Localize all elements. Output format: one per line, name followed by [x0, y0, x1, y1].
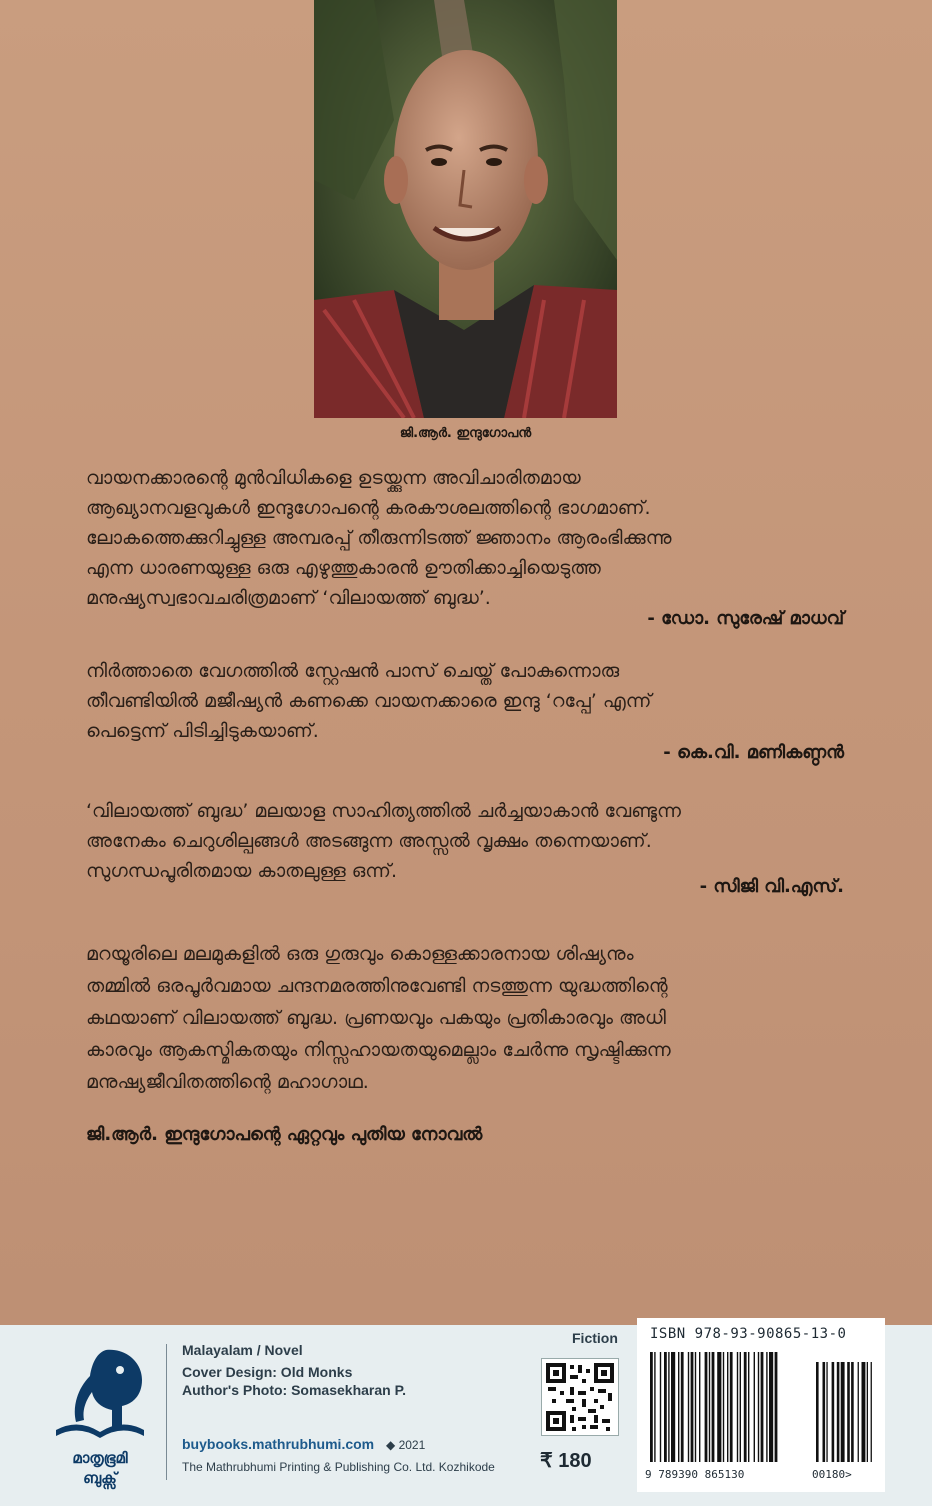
panel-divider: [166, 1344, 167, 1480]
barcode-addon-bar: [816, 1362, 819, 1462]
synopsis-line: മറയൂരിലെ മലമുകളിൽ ഒരു ഗുരുവും കൊള്ളക്കാരനായ ശിഷ്യനും: [86, 943, 634, 965]
barcode-bar: [775, 1352, 778, 1462]
price-label: ₹ 180: [540, 1450, 592, 1472]
barcode-bar: [668, 1352, 669, 1462]
barcode-bar: [699, 1352, 700, 1462]
barcode-bar: [709, 1352, 710, 1462]
tagline: ജി.ആർ. ഇന്ദുഗോപന്റെ ഏറ്റവും പുതിയ നോവൽ: [86, 1124, 483, 1145]
barcode-addon-bar: [847, 1362, 850, 1462]
quote-line: പെട്ടെന്ന് പിടിച്ചിടുകയാണ്.: [86, 720, 319, 742]
barcode-bar: [723, 1352, 724, 1462]
barcode-addon-bar: [837, 1362, 840, 1462]
quote-line: സുഗന്ധപൂരിതമായ കാതലുള്ള ഒന്ന്.: [86, 860, 398, 882]
quote-line: ലോകത്തെക്കുറിച്ചുള്ള അമ്പരപ്പ് തീരുന്നിടത്ത് ജ്ഞാനം ആരംഭിക്കുന്നു: [86, 527, 672, 549]
publisher-logo-text: [46, 1448, 154, 1488]
elephant-book-icon: [46, 1344, 154, 1448]
book-category: Malayalam / Novel: [182, 1342, 303, 1358]
review-attribution-1: - ഡോ. സുരേഷ് മാധവ്: [647, 608, 844, 629]
barcode-bar: [769, 1352, 773, 1462]
quote-line: വായനക്കാരന്റെ മുൻവിധികളെ ഉടയ്ക്കുന്ന അവിചാരിതമായ: [86, 467, 581, 489]
barcode-addon-bar: [867, 1362, 868, 1462]
barcode-addon-bar: [871, 1362, 872, 1462]
quote-line: എന്ന ധാരണയുള്ള ഒരു എഴുത്തുകാരൻ ഊതിക്കാച്ചിയെടുത്ത: [86, 557, 601, 579]
publisher-name: The Mathrubhumi Printing & Publishing Co. Ltd. Kozhikode: [182, 1460, 495, 1474]
quote-line: തീവണ്ടിയിൽ മജീഷ്യൻ കണക്കെ വായനക്കാരെ ഇന്ദു ‘റപ്പേ’ എന്ന്: [86, 690, 652, 712]
quote-line: നിർത്താതെ വേഗത്തിൽ സ്റ്റേഷൻ പാസ് ചെയ്ത് പോകുന്നൊരു: [86, 660, 620, 682]
qr-code-icon: [542, 1359, 618, 1435]
quote-line: ‘വിലായത്ത് ബുദ്ധ’ മലയാള സാഹിത്യത്തിൽ ചർച്ചയാകാൻ വേണ്ടുന്ന: [86, 800, 681, 822]
barcode-bar: [691, 1352, 694, 1462]
barcode-bar: [712, 1352, 715, 1462]
review-attribution-3: - സിജി വി.എസ്.: [699, 876, 844, 897]
barcode-addon-bar: [826, 1362, 827, 1462]
review-attribution-2: - കെ.വി. മണികണ്ഠൻ: [663, 742, 844, 763]
barcode-bar: [740, 1352, 741, 1462]
logo-line-1: മാതൃഭൂമി: [72, 1449, 128, 1467]
barcode-bar: [761, 1352, 764, 1462]
barcode-bar: [654, 1352, 655, 1462]
barcode-bar: [650, 1352, 653, 1462]
barcode-addon-bar: [862, 1362, 866, 1462]
review-quote-2: [86, 656, 846, 746]
qr-code[interactable]: [541, 1358, 619, 1436]
author-photo-credit: Author's Photo: Somasekharan P.: [182, 1382, 407, 1398]
synopsis-line: കാരവും ആകസ്മികതയും നിസ്സഹായതയുമെല്ലാം ചേർന്നു സൃഷ്ടിക്കുന്ന: [86, 1039, 671, 1061]
barcode-bar: [695, 1352, 696, 1462]
review-quote-1: [86, 463, 846, 613]
barcode-bar: [766, 1352, 767, 1462]
book-synopsis: [86, 938, 846, 1098]
barcode-bar: [744, 1352, 747, 1462]
barcode-bar: [660, 1352, 661, 1462]
barcode-addon-bar: [832, 1362, 835, 1462]
logo-line-2: ബുക്സ്: [83, 1469, 117, 1487]
barcode-bar: [754, 1352, 755, 1462]
genre-label: Fiction: [572, 1330, 618, 1346]
barcode-bar: [748, 1352, 749, 1462]
barcode-bar: [705, 1352, 708, 1462]
barcode-addon-digits: 00180>: [812, 1468, 852, 1481]
author-photo: [314, 0, 617, 418]
barcode-addon-bar: [841, 1362, 845, 1462]
barcode-bar: [758, 1352, 759, 1462]
quote-line: മനുഷ്യസ്വഭാവചരിത്രമാണ് ‘വിലായത്ത് ബുദ്ധ’.: [86, 587, 491, 609]
barcode-bar: [730, 1352, 733, 1462]
synopsis-line: മനുഷ്യജീവിതത്തിന്റെ മഹാഗാഥ.: [86, 1071, 369, 1093]
barcode-addon-bar: [858, 1362, 859, 1462]
barcode-bar: [678, 1352, 679, 1462]
barcode-bar: [737, 1352, 738, 1462]
barcode: [648, 1352, 874, 1462]
review-quote-3: [86, 796, 846, 886]
synopsis-line: തമ്മിൽ ഒരപൂർവമായ ചന്ദനമരത്തിനുവേണ്ടി നടത്തുന്ന യുദ്ധത്തിന്റെ: [86, 975, 668, 997]
synopsis-line: കഥയാണ് വിലായത്ത് ബുദ്ധ. പ്രണയവും പകയും പ്രതികാരവും അധി: [86, 1007, 666, 1029]
website-link[interactable]: [182, 1436, 425, 1452]
isbn-number: ISBN 978-93-90865-13-0: [650, 1326, 847, 1342]
barcode-bar: [664, 1352, 667, 1462]
cover-design-credit: Cover Design: Old Monks: [182, 1364, 353, 1380]
barcode-bar: [717, 1352, 721, 1462]
barcode-bar: [671, 1352, 675, 1462]
barcode-bar: [681, 1352, 684, 1462]
publication-year: ◆ 2021: [386, 1438, 426, 1452]
barcode-bar: [688, 1352, 689, 1462]
author-name-caption: ജി.ആർ. ഇന്ദുഗോപൻ: [399, 426, 532, 441]
barcode-addon-bar: [851, 1362, 854, 1462]
website-url[interactable]: buybooks.mathrubhumi.com: [182, 1436, 375, 1452]
barcode-addon-bar: [823, 1362, 826, 1462]
quote-line: അനേകം ചെറുശില്പങ്ങൾ അടങ്ങുന്ന അസ്സൽ വൃക്ഷം തന്നെയാണ്.: [86, 830, 652, 852]
barcode-bar: [727, 1352, 728, 1462]
quote-line: ആഖ്യാനവളവുകൾ ഇന്ദുഗോപന്റെ കരകൗശലത്തിന്റെ ഭാഗമാണ്.: [86, 497, 651, 519]
barcode-digits: 9 789390 865130: [645, 1468, 745, 1481]
